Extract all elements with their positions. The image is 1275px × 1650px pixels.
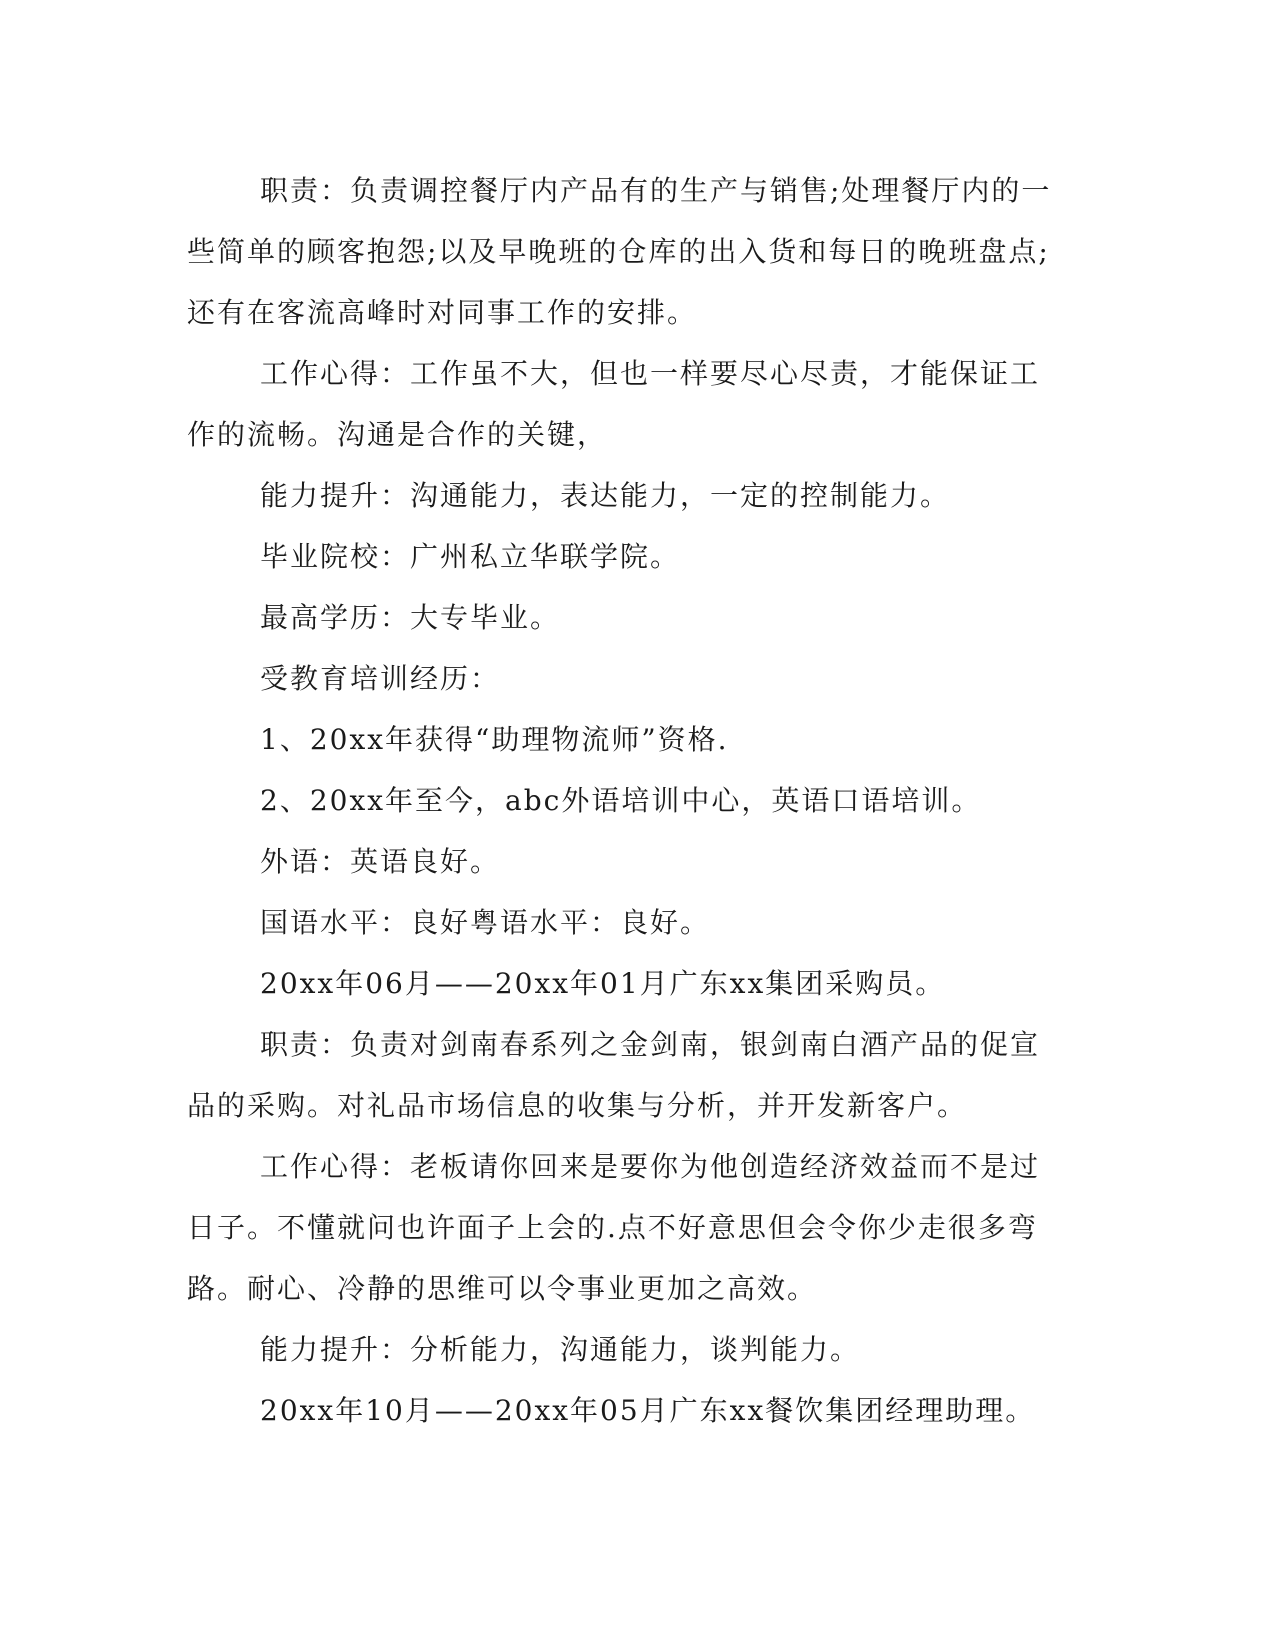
document-body — [187, 160, 1067, 1441]
paragraph-skills-2: 能力提升：分析能力，沟通能力，谈判能力。 — [260, 1333, 861, 1366]
paragraph-work-insight-1: 工作心得：工作虽不大，但也一样要尽心尽责，才能保证工作的流畅。沟通是合作的关键， — [187, 357, 1041, 451]
paragraph-work-insight-2: 工作心得：老板请你回来是要你为他创造经济效益而不是过日子。不懂就问也许面子上会的.点不好意思但会令你少走很多弯路。耐心、冷静的思维可以令事业更加之高效。 — [187, 1150, 1041, 1305]
paragraph-education-level: 最高学历：大专毕业。 — [260, 601, 561, 634]
paragraph-job-purchaser: 20xx年06月——20xx年01月广东xx集团采购员。 — [260, 967, 946, 1000]
paragraph-training-heading: 受教育培训经历： — [260, 662, 501, 695]
paragraph-job-assistant-manager: 20xx年10月——20xx年05月广东xx餐饮集团经理助理。 — [260, 1394, 1036, 1427]
paragraph-training-item-2: 2、20xx年至今，abc外语培训中心，英语口语培训。 — [260, 784, 982, 817]
paragraph-duties-purchasing: 职责：负责对剑南春系列之金剑南，银剑南白酒产品的促宣品的采购。对礼品市场信息的收集与分析，并开发新客户。 — [187, 1028, 1041, 1122]
paragraph-mandarin-cantonese: 国语水平：良好粤语水平：良好。 — [260, 906, 711, 939]
paragraph-skills-1: 能力提升：沟通能力，表达能力，一定的控制能力。 — [260, 479, 951, 512]
paragraph-foreign-language: 外语：英语良好。 — [260, 845, 501, 878]
paragraph-duties-restaurant: 职责：负责调控餐厅内产品有的生产与销售;处理餐厅内的一些简单的顾客抱怨;以及早晚班的仓库的出入货和每日的晚班盘点;还有在客流高峰时对同事工作的安排。 — [187, 174, 1052, 329]
paragraph-school: 毕业院校：广州私立华联学院。 — [260, 540, 681, 573]
paragraph-training-item-1: 1、20xx年获得“助理物流师”资格. — [260, 723, 729, 756]
